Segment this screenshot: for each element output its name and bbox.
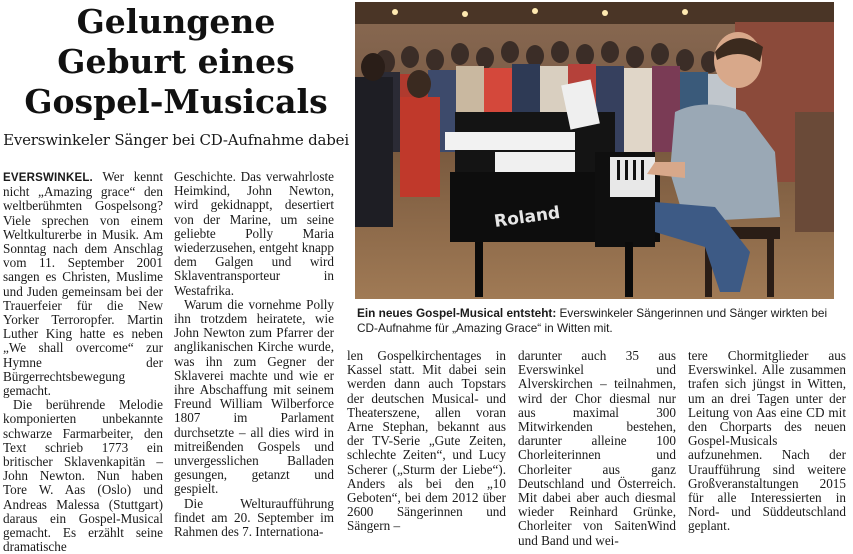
photo-caption — [357, 306, 837, 335]
article-photo — [355, 2, 834, 299]
article-paragraph: Die Welturaufführung findet am 20. September im Rahmen des 7. Internationa- — [174, 495, 334, 540]
article-column-3 — [347, 349, 506, 534]
piano-brand-label: Roland — [492, 202, 562, 232]
headline-line-3: Gospel-Musicals — [24, 82, 328, 121]
article-text: Wer kennt nicht „Amazing grace“ den weltberühmten Gospelsong? Viele sprechen von einem Weltkulturerbe in Musik. Am Sonntag nach dem Anschlag vom 11. September 2001 sangen es Christen, Muslime und Juden gemeinsam bei der Trauerfeier für die New Yorker Terroropfer. Martin Luther King hatte es neben „We shall overcome“ zur Hymne der Bürgerrechtsbewegung gemacht. — [3, 169, 163, 399]
article-paragraph: darunter auch 35 aus Everswinkel und Alverskirchen – teilnahmen, wird der Chor diesmal nur aus maximal 300 Mitwirkenden bestehen, darunter alleine 100 Chorleiterinnen und Chorleiter aus ganz Deutschland und Österreich. Mit dabei aber auch diesmal wieder Reinhard Grünke, Chorleiter von SaitenWind und Band und wei- — [518, 348, 676, 548]
caption-lead: Ein neues Gospel-Musical entsteht: — [357, 306, 557, 320]
article-paragraph: Die berührende Melodie komponierten unbekannte schwarze Farmarbeiter, den Text schrieb 1773 ein britischer Sklavenkapitän – John Newton. Nun haben Tore W. Aas (Oslo) und Andreas Malessa (Stuttgart) daraus ein Gospel-Musical gemacht. Es erzählt seine dramatische — [3, 397, 163, 554]
caption-text: Everswinkeler Sängerinnen und Sänger wirkten bei CD-Aufnahme für „Amazing Grace“ in Witten mit. — [357, 306, 828, 335]
headline-line-1: Gelungene — [76, 2, 276, 41]
article-column-4 — [518, 349, 676, 548]
article-paragraph: Warum die vornehme Polly ihn trotzdem heiratete, wie John Newton zum Pfarrer der anglikanischen Kirche wurde, was ihn zum Gegner der Sklaverei machte und wie er ihre Abschaffung mit seinem Freund William Wilberforce 1807 im Parlament durchsetzte – all dies wird in mitreißenden Gospels und unvergesslichen Balladen gesungen, getanzt und gespielt. — [174, 296, 334, 497]
article-paragraph: len Gospelkirchentages in Kassel statt. Mit dabei sein werden dann auch Topstars der deutschen Musical- und Theaterszene, allen voran Arne Stephan, bekannt aus der TV-Serie „Gute Zeiten, schlechte Zeiten“, und Lucy Scherer („Sturm der Liebe“). Anders als bei den „10 Geboten“, bei dem 2012 über 2600 Sängerinnen und Sängern – — [347, 348, 506, 534]
article-column-1 — [3, 170, 163, 554]
subheadline: Everswinkeler Sänger bei CD-Aufnahme dabei — [3, 131, 349, 149]
article-paragraph: Geschichte. Das verwahrloste Heimkind, John Newton, wird gekidnappt, desertiert von der Marine, um seine geliebte Polly Maria wiederzusehen, entgeht knapp dem Galgen und wird Sklaventransporteur in Westafrika. — [174, 169, 334, 298]
article-column-5 — [688, 349, 846, 534]
headline-line-2: Geburt eines — [57, 42, 295, 81]
article-paragraph: tere Chormitglieder aus Everswinkel. Alle zusammen trafen sich jüngst in Witten, um an drei Tagen unter der Leitung von Aas eine CD mit den Chorparts des neuen Gospel-Musicals aufzunehmen. Nach der Uraufführung sind weitere Großveranstaltungen 2015 für alle Interessierten in Nord- und Süddeutschland geplant. — [688, 348, 846, 534]
article-column-2 — [174, 170, 334, 539]
rehearsal-photo — [355, 2, 834, 299]
headline — [0, 2, 352, 122]
article-paragraph — [3, 170, 163, 398]
dateline: EVERSWINKEL. — [3, 172, 93, 184]
